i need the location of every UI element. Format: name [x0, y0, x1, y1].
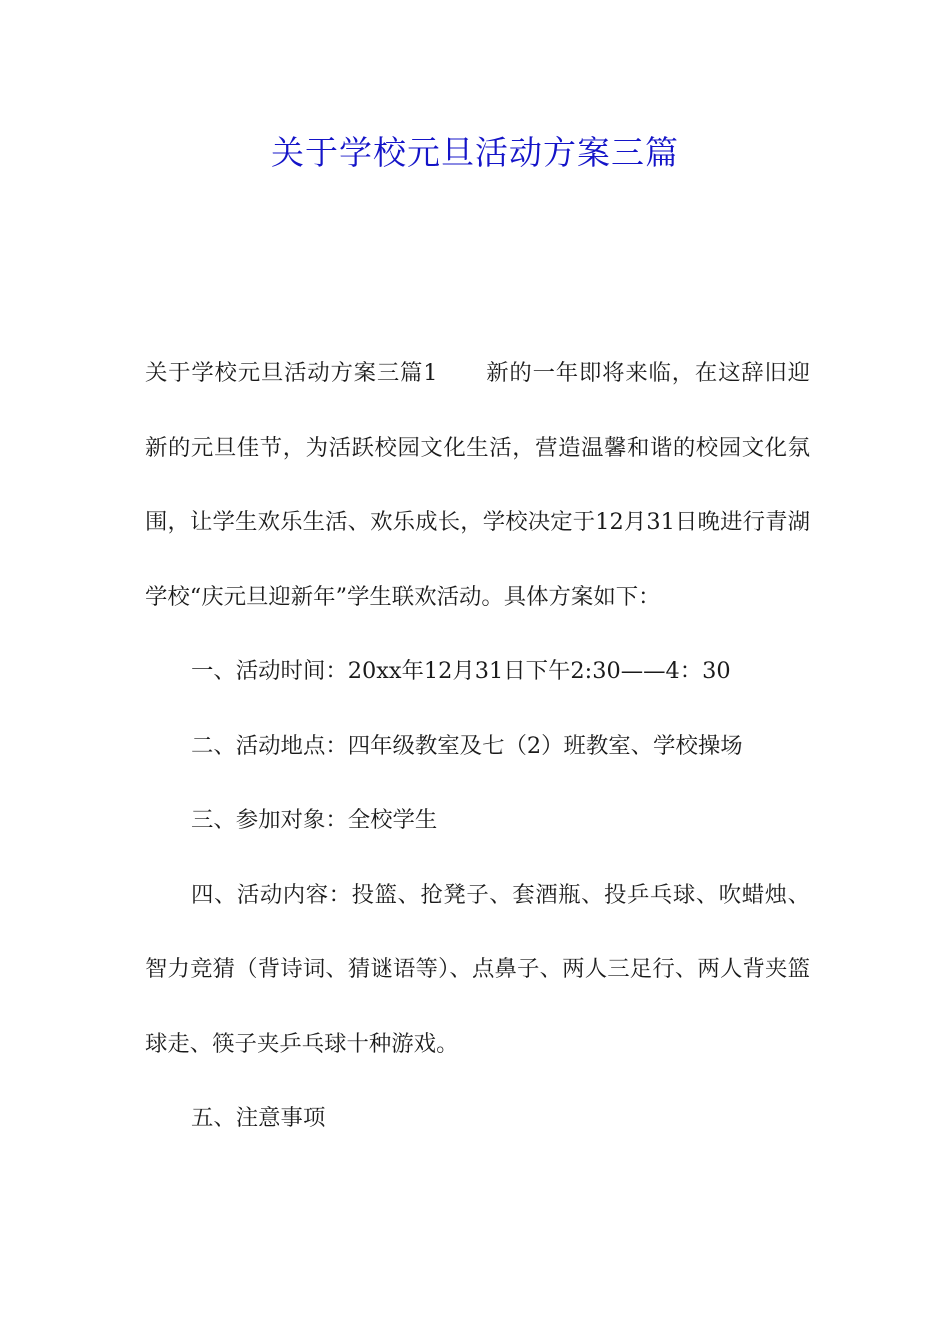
intro-paragraph — [145, 336, 810, 634]
intro-text: 新的一年即将来临，在这辞旧迎新的元旦佳节，为活跃校园文化生活，营造温馨和谐的校园文化氛围，让学生欢乐生活、欢乐成长，学校决定于12月31日晚进行青湖学校“庆元旦迎新年”学生联欢活动。具体方案如下： — [145, 360, 811, 610]
item-participants: 三、参加对象：全校学生 — [191, 807, 438, 833]
intro-heading: 关于学校元旦活动方案三篇1 — [145, 360, 438, 386]
item-content: 四、活动内容：投篮、抢凳子、套酒瓶、投乒乓球、吹蜡烛、智力竞猜（背诗词、猜谜语等）、点鼻子、两人三足行、两人背夹篮球走、筷子夹乒乓球十种游戏。 — [145, 881, 810, 1057]
item-notes: 五、注意事项 — [191, 1105, 326, 1131]
document-title: 关于学校元旦活动方案三篇 — [271, 133, 679, 172]
item-location: 二、活动地点：四年级教室及七（2）班教室、学校操场 — [191, 732, 743, 759]
document-body — [145, 336, 810, 1156]
item-time: 一、活动时间：20xx年12月31日下午2:30——4：30 — [191, 658, 731, 684]
